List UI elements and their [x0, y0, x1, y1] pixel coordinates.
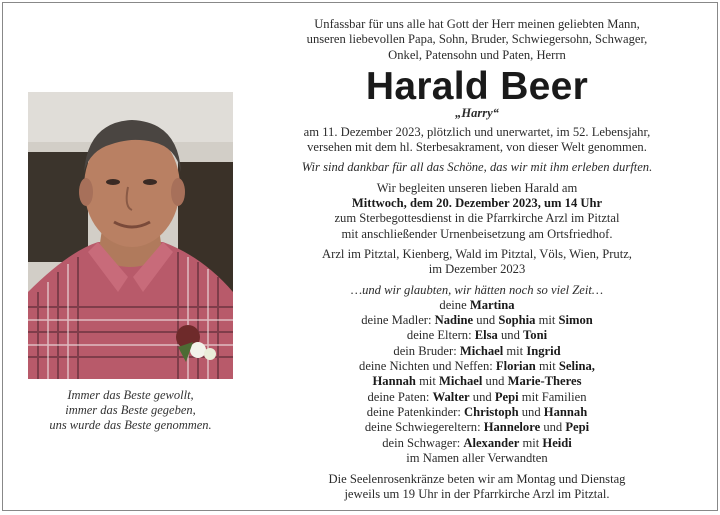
- motto-text: [23, 388, 238, 433]
- motto-line: immer das Beste gegeben,: [65, 403, 196, 417]
- mourner-line: im Namen aller Verwandten: [406, 450, 548, 465]
- funeral-line: mit anschließender Urnenbeisetzung am Ortsfriedhof.: [341, 226, 613, 241]
- places-line: im Dezember 2023: [428, 262, 526, 277]
- portrait-photo: [28, 92, 233, 379]
- mourner-line: deine Paten: Walter und Pepi mit Familien: [367, 389, 587, 404]
- deceased-name: Harald Beer: [365, 64, 589, 108]
- gratitude-line: Wir sind dankbar für all das Schöne, das wir mit ihm erleben durften.: [301, 160, 653, 175]
- motto-line: uns wurde das Beste genommen.: [49, 418, 212, 432]
- mourner-line: dein Schwager: Alexander mit Heidi: [382, 435, 572, 450]
- notice-text: [265, 17, 689, 503]
- mourner-line: dein Bruder: Michael mit Ingrid: [393, 343, 561, 358]
- mourner-line: deine Schwiegereltern: Hannelore und Pepi: [364, 420, 590, 435]
- mourner-line: deine Martina: [439, 297, 515, 312]
- obituary-notice: [2, 2, 718, 511]
- portrait-illustration: [28, 92, 233, 379]
- quote-line: …und wir glaubten, wir hätten noch so viel Zeit…: [350, 282, 604, 297]
- motto-line: Immer das Beste gewollt,: [67, 388, 194, 402]
- mourner-line: deine Nichten und Neffen: Florian mit Selina,: [359, 359, 595, 374]
- funeral-date: Mittwoch, dem 20. Dezember 2023, um 14 Uhr: [351, 196, 603, 211]
- intro-line: Onkel, Patensohn und Paten, Herrn: [388, 47, 566, 62]
- death-line: am 11. Dezember 2023, plötzlich und unerwartet, im 52. Lebensjahr,: [303, 124, 651, 139]
- mourner-line: deine Madler: Nadine und Sophia mit Simon: [361, 313, 593, 328]
- intro-line: Unfassbar für uns alle hat Gott der Herr meinen geliebten Mann,: [314, 17, 640, 31]
- death-line: versehen mit dem hl. Sterbesakrament, von dieser Welt genommen.: [307, 140, 647, 155]
- mourner-line: deine Eltern: Elsa und Toni: [406, 328, 548, 343]
- closing-line: jeweils um 19 Uhr in der Pfarrkirche Arzl im Pitztal.: [344, 487, 610, 502]
- funeral-line: Wir begleiten unseren lieben Harald am: [376, 180, 578, 195]
- mourner-line: Hannah mit Michael und Marie-Theres: [372, 374, 582, 389]
- closing-line: Die Seelenrosenkränze beten wir am Montag und Dienstag: [328, 472, 626, 487]
- mourner-line: deine Patenkinder: Christoph und Hannah: [366, 404, 588, 419]
- nickname: „Harry“: [455, 105, 499, 120]
- intro-line: unseren liebevollen Papa, Sohn, Bruder, Schwiegersohn, Schwager,: [306, 32, 648, 47]
- funeral-line: zum Sterbegottesdienst in die Pfarrkirche Arzl im Pitztal: [334, 211, 620, 226]
- places-line: Arzl im Pitztal, Kienberg, Wald im Pitztal, Völs, Wien, Prutz,: [322, 246, 632, 261]
